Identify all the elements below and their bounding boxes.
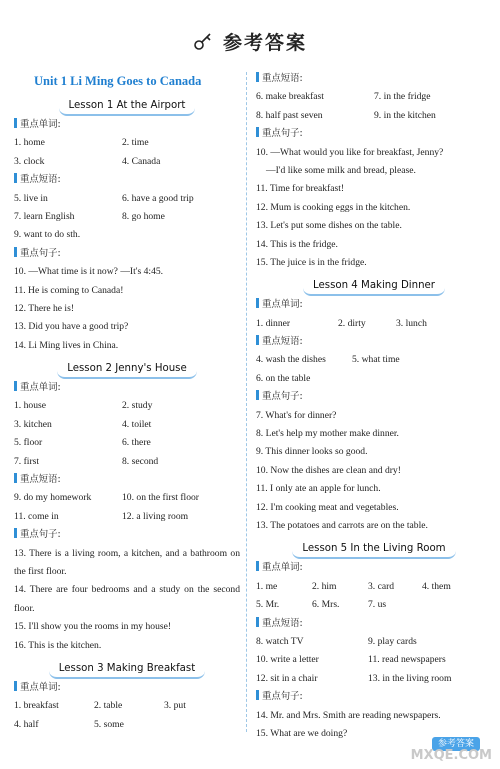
answer-row: 13. Did you have a good trip?: [14, 321, 129, 333]
answer-row: 5. Mr. 6. Mrs. 7. us: [256, 599, 387, 611]
answer-row: 6. make breakfast 7. in the fridge: [256, 91, 431, 103]
watermark: MXQE.COM: [410, 748, 492, 763]
phrases-label: 重点短语:: [256, 615, 492, 633]
answer-row: 7. learn English 8. go home: [14, 210, 165, 222]
answer-row: 9. want to do sth.: [14, 229, 81, 241]
answer-row: 9. do my homework 10. on the first floor: [14, 492, 200, 504]
page-title: 参考答案: [222, 32, 307, 54]
phrases-label: 重点短语:: [256, 333, 492, 351]
answer-row: 12. I'm cooking meat and vegetables.: [256, 501, 399, 513]
column-divider: [246, 72, 247, 732]
answer-row: 3. kitchen 4. toilet: [14, 418, 152, 430]
answer-row: 13. Let's put some dishes on the table.: [256, 220, 402, 232]
answer-row: 13. There is a living room, a kitchen, and a bathroom on the first floor.: [14, 547, 240, 577]
page-header: [0, 28, 500, 58]
answer-row: 11. He is coming to Canada!: [14, 284, 124, 296]
left-column: [14, 70, 240, 734]
words-label: 重点单词:: [256, 559, 492, 577]
answer-row: 6. on the table: [256, 372, 311, 384]
words-label: 重点单词:: [14, 116, 240, 134]
sentences-label: 重点句子:: [256, 688, 492, 706]
answer-row: 15. The juice is in the fridge.: [256, 256, 367, 268]
answer-row: 9. This dinner looks so good.: [256, 446, 368, 458]
answer-row: 10. write a letter 11. read newspapers: [256, 654, 446, 666]
sentences-label: 重点句子:: [256, 388, 492, 406]
answer-row: 1. house 2. study: [14, 400, 153, 412]
answer-row: 14. Mr. and Mrs. Smith are reading newspapers.: [256, 709, 441, 721]
answer-row: 13. The potatoes and carrots are on the table.: [256, 519, 428, 531]
answer-row: 1. breakfast 2. table 3. put: [14, 700, 186, 712]
key-icon: [193, 32, 213, 52]
answer-row: 4. half 5. some: [14, 718, 124, 730]
answer-row: 16. This is the kitchen.: [14, 639, 102, 651]
answer-row: 5. floor 6. there: [14, 437, 151, 449]
answer-row: 4. wash the dishes 5. what time: [256, 354, 400, 366]
answer-row: 15. I'll show you the rooms in my house!: [14, 621, 172, 633]
answer-row: 1. dinner 2. dirty 3. lunch: [256, 317, 427, 329]
sentences-label: 重点句子:: [14, 526, 240, 544]
answer-row: 10. Now the dishes are clean and dry!: [256, 464, 401, 476]
answer-row: 8. watch TV 9. play cards: [256, 635, 417, 647]
answer-row: 15. What are we doing?: [256, 727, 348, 739]
sentences-label: 重点句子:: [14, 245, 240, 263]
lesson-3-title: Lesson 3 Making Breakfast: [14, 655, 240, 679]
answer-row: 10. —What would you like for breakfast, Jenny?: [256, 146, 444, 158]
answer-row: 14. There are four bedrooms and a study on the second floor.: [14, 584, 240, 614]
answer-row: 5. live in 6. have a good trip: [14, 192, 194, 204]
right-column: [256, 70, 492, 743]
answer-row: 10. —What time is it now? —It's 4:45.: [14, 266, 164, 278]
answer-row: 14. Li Ming lives in China.: [14, 339, 119, 351]
words-label: 重点单词:: [256, 296, 492, 314]
phrases-label: 重点短语:: [14, 171, 240, 189]
lesson-4-title: Lesson 4 Making Dinner: [256, 272, 492, 296]
answer-row: 12. sit in a chair 13. in the living room: [256, 672, 452, 684]
words-label: 重点单词:: [14, 379, 240, 397]
words-label: 重点单词:: [14, 679, 240, 697]
lesson-1-title: Lesson 1 At the Airport: [14, 92, 240, 116]
answer-row: 3. clock 4. Canada: [14, 155, 161, 167]
answer-row: 1. home 2. time: [14, 137, 149, 149]
answer-row: 11. I only ate an apple for lunch.: [256, 483, 381, 495]
answer-row: 12. Mum is cooking eggs in the kitchen.: [256, 201, 411, 213]
lesson-5-title: Lesson 5 In the Living Room: [256, 535, 492, 559]
sentences-label: 重点句子:: [256, 125, 492, 143]
answer-row: 12. There he is!: [14, 302, 75, 314]
unit-title: Unit 1 Li Ming Goes to Canada: [34, 74, 202, 88]
answer-row: 8. Let's help my mother make dinner.: [256, 428, 399, 440]
footer-tab: 参考答案: [432, 733, 480, 751]
answer-row: —I'd like some milk and bread, please.: [266, 164, 416, 176]
answer-row: 11. come in 12. a living room: [14, 510, 189, 522]
answer-row: 7. What's for dinner?: [256, 409, 337, 421]
answer-row: 11. Time for breakfast!: [256, 183, 345, 195]
answer-row: 7. first 8. second: [14, 455, 159, 467]
lesson-2-title: Lesson 2 Jenny's House: [14, 355, 240, 379]
phrases-label: 重点短语:: [14, 471, 240, 489]
answer-row: 8. half past seven 9. in the kitchen: [256, 109, 436, 121]
phrases-label: 重点短语:: [256, 70, 492, 88]
answer-row: 1. me 2. him 3. card 4. them: [256, 580, 451, 592]
answer-row: 14. This is the fridge.: [256, 238, 338, 250]
